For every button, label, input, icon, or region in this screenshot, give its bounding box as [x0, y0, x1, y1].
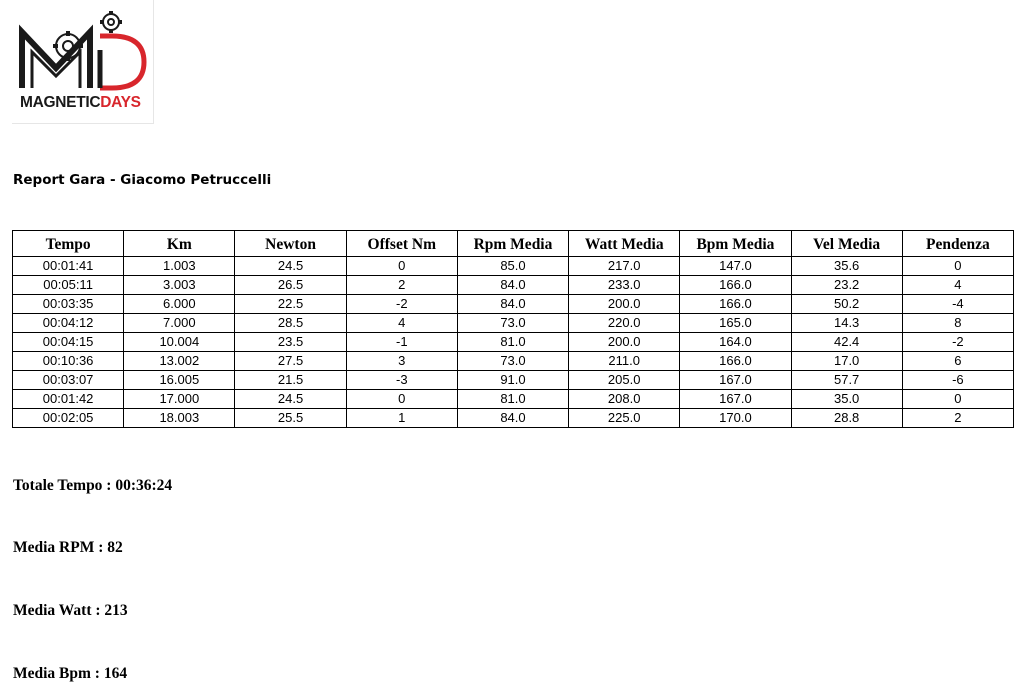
table-cell: 28.5: [235, 314, 346, 333]
table-cell: 7.000: [124, 314, 235, 333]
table-cell: 3.003: [124, 276, 235, 295]
table-cell: -1: [346, 333, 457, 352]
table-row: [13, 314, 1014, 333]
table-cell: 00:01:42: [13, 390, 124, 409]
table-cell: 2: [346, 276, 457, 295]
table-cell: 10.004: [124, 333, 235, 352]
column-header-km: Km: [124, 231, 235, 257]
table-cell: 73.0: [457, 314, 568, 333]
column-header-tempo: Tempo: [13, 231, 124, 257]
logo-wordmark: [20, 94, 141, 112]
table-cell: 22.5: [235, 295, 346, 314]
table-cell: 84.0: [457, 276, 568, 295]
table-row: [13, 276, 1014, 295]
table-cell: -4: [902, 295, 1013, 314]
table-cell: 200.0: [569, 295, 680, 314]
table-cell: 0: [902, 257, 1013, 276]
logo: [12, 0, 154, 124]
table-cell: 00:05:11: [13, 276, 124, 295]
column-header-newton: Newton: [235, 231, 346, 257]
table-cell: 211.0: [569, 352, 680, 371]
table-cell: 205.0: [569, 371, 680, 390]
table-cell: 00:04:15: [13, 333, 124, 352]
table-cell: 23.5: [235, 333, 346, 352]
table-row: [13, 371, 1014, 390]
table-cell: 85.0: [457, 257, 568, 276]
column-header-rpm-media: Rpm Media: [457, 231, 568, 257]
table-cell: 2: [902, 409, 1013, 428]
table-cell: 166.0: [680, 295, 791, 314]
table-cell: 27.5: [235, 352, 346, 371]
table-cell: -3: [346, 371, 457, 390]
table-cell: 25.5: [235, 409, 346, 428]
table-cell: 166.0: [680, 276, 791, 295]
table-cell: 17.000: [124, 390, 235, 409]
table-cell: 57.7: [791, 371, 902, 390]
table-cell: 4: [346, 314, 457, 333]
table-cell: 18.003: [124, 409, 235, 428]
table-cell: 17.0: [791, 352, 902, 371]
table-cell: 6.000: [124, 295, 235, 314]
table-cell: 6: [902, 352, 1013, 371]
table-cell: 8: [902, 314, 1013, 333]
table-row: [13, 409, 1014, 428]
table-cell: 1.003: [124, 257, 235, 276]
table-cell: 00:03:07: [13, 371, 124, 390]
table-cell: 233.0: [569, 276, 680, 295]
table-cell: 166.0: [680, 352, 791, 371]
table-row: [13, 390, 1014, 409]
table-cell: 24.5: [235, 390, 346, 409]
table-header-row: [13, 231, 1014, 257]
table-cell: 84.0: [457, 409, 568, 428]
table-cell: 00:04:12: [13, 314, 124, 333]
table-cell: 0: [902, 390, 1013, 409]
table-cell: 167.0: [680, 390, 791, 409]
table-cell: 50.2: [791, 295, 902, 314]
table-cell: 220.0: [569, 314, 680, 333]
table-cell: 35.0: [791, 390, 902, 409]
table-cell: 147.0: [680, 257, 791, 276]
report-title: Report Gara - Giacomo Petruccelli: [13, 172, 272, 188]
table-cell: 35.6: [791, 257, 902, 276]
table-cell: 208.0: [569, 390, 680, 409]
table-cell: 84.0: [457, 295, 568, 314]
table-cell: 4: [902, 276, 1013, 295]
table-row: [13, 257, 1014, 276]
table-cell: 225.0: [569, 409, 680, 428]
table-cell: 24.5: [235, 257, 346, 276]
table-cell: 1: [346, 409, 457, 428]
table-cell: 167.0: [680, 371, 791, 390]
magneticdays-logo-icon: [16, 10, 150, 94]
summary-totale-tempo: Totale Tempo : 00:36:24: [13, 477, 173, 494]
table-cell: -6: [902, 371, 1013, 390]
table-row: [13, 333, 1014, 352]
table-cell: 00:10:36: [13, 352, 124, 371]
column-header-offset-nm: Offset Nm: [346, 231, 457, 257]
summary-media-bpm: Media Bpm : 164: [13, 665, 128, 682]
table-cell: 13.002: [124, 352, 235, 371]
table-cell: 81.0: [457, 333, 568, 352]
table-cell: 200.0: [569, 333, 680, 352]
column-header-watt-media: Watt Media: [569, 231, 680, 257]
table-cell: -2: [902, 333, 1013, 352]
table-cell: 81.0: [457, 390, 568, 409]
table-cell: 00:01:41: [13, 257, 124, 276]
table-cell: 42.4: [791, 333, 902, 352]
table-cell: 3: [346, 352, 457, 371]
table-cell: 26.5: [235, 276, 346, 295]
table-cell: 14.3: [791, 314, 902, 333]
logo-word-magnetic: MAGNETIC: [20, 94, 101, 111]
table-cell: 28.8: [791, 409, 902, 428]
race-data-table: [12, 230, 1014, 428]
logo-word-days: DAYS: [100, 94, 141, 111]
table-cell: 164.0: [680, 333, 791, 352]
table-cell: 0: [346, 257, 457, 276]
table-cell: 91.0: [457, 371, 568, 390]
table-cell: 00:03:35: [13, 295, 124, 314]
table-cell: 0: [346, 390, 457, 409]
column-header-pendenza: Pendenza: [902, 231, 1013, 257]
column-header-bpm-media: Bpm Media: [680, 231, 791, 257]
table-cell: 170.0: [680, 409, 791, 428]
table-row: [13, 295, 1014, 314]
table-row: [13, 352, 1014, 371]
column-header-vel-media: Vel Media: [791, 231, 902, 257]
table-cell: 16.005: [124, 371, 235, 390]
summary-media-rpm: Media RPM : 82: [13, 539, 123, 556]
table-cell: 73.0: [457, 352, 568, 371]
table-cell: 217.0: [569, 257, 680, 276]
table-cell: 165.0: [680, 314, 791, 333]
table-cell: 21.5: [235, 371, 346, 390]
table-cell: 23.2: [791, 276, 902, 295]
table-cell: -2: [346, 295, 457, 314]
table-cell: 00:02:05: [13, 409, 124, 428]
summary-media-watt: Media Watt : 213: [13, 602, 128, 619]
